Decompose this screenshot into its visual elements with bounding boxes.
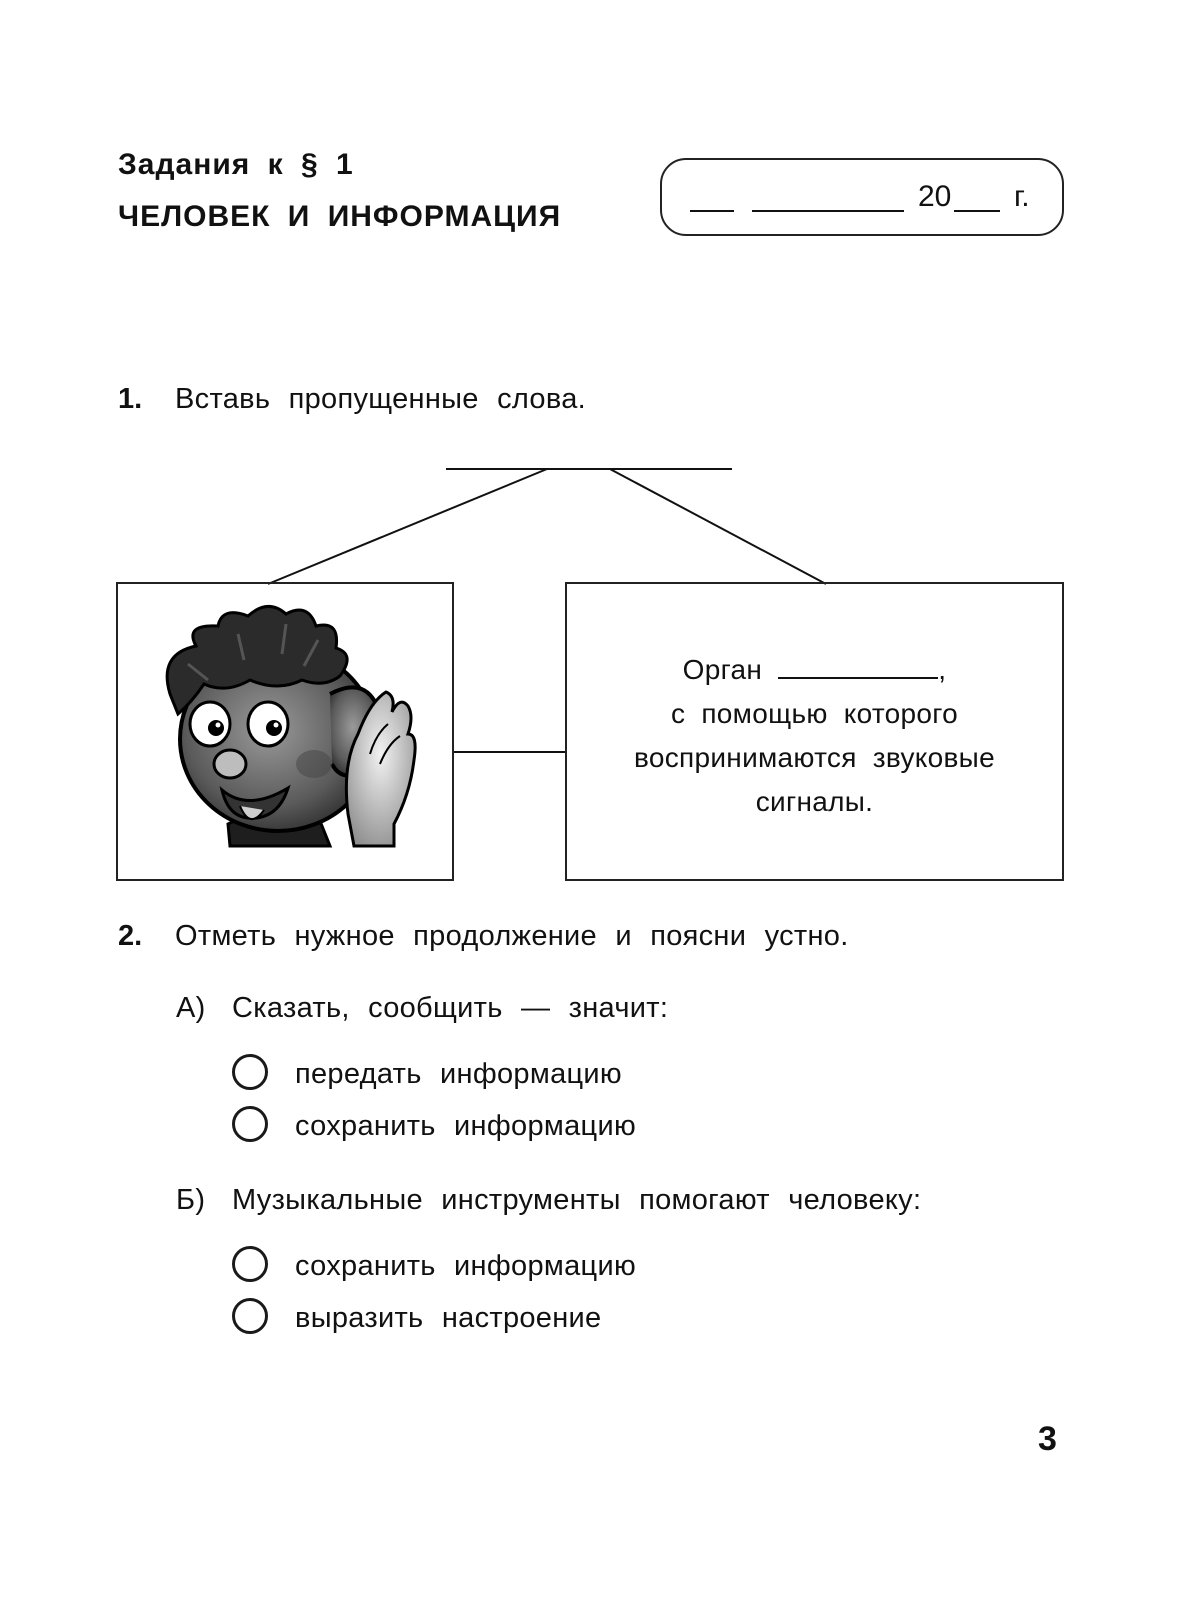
page-number: 3 bbox=[1038, 1420, 1057, 1458]
part-a-option-1-radio[interactable] bbox=[232, 1054, 268, 1090]
part-a-question: Сказать, сообщить — значит: bbox=[232, 992, 669, 1024]
part-b-option-1-radio[interactable] bbox=[232, 1246, 268, 1282]
organ-answer-blank[interactable] bbox=[778, 653, 938, 679]
part-b-letter: Б) bbox=[176, 1184, 206, 1216]
part-b-option-2-label: выразить настроение bbox=[295, 1302, 602, 1334]
organ-line-4: сигналы. bbox=[755, 786, 874, 817]
task1-number: 1. bbox=[118, 383, 143, 415]
part-b-option-2-radio[interactable] bbox=[232, 1298, 268, 1334]
part-a-option-2-label: сохранить информацию bbox=[295, 1110, 637, 1142]
organ-line-1 bbox=[567, 648, 1062, 692]
part-a-option-2-radio[interactable] bbox=[232, 1106, 268, 1142]
task1-instruction: Вставь пропущенные слова. bbox=[175, 383, 587, 415]
date-year-prefix: 20 bbox=[918, 180, 952, 213]
part-b-option-1-label: сохранить информацию bbox=[295, 1250, 637, 1282]
organ-line-2: с помощью которого bbox=[670, 698, 959, 729]
section-subtitle: Задания к § 1 bbox=[118, 148, 354, 181]
organ-line-3: воспринимаются звуковые bbox=[634, 742, 995, 773]
illustration-box bbox=[116, 582, 454, 881]
diagram-right-connector bbox=[610, 469, 826, 584]
organ-definition-box bbox=[565, 582, 1064, 881]
section-title: ЧЕЛОВЕК И ИНФОРМАЦИЯ bbox=[118, 200, 562, 233]
part-a-option-1-label: передать информацию bbox=[295, 1058, 622, 1090]
part-a-letter: А) bbox=[176, 992, 206, 1024]
organ-comma: , bbox=[938, 654, 947, 685]
organ-word: Орган bbox=[682, 654, 763, 685]
task2-instruction: Отметь нужное продолжение и поясни устно. bbox=[175, 920, 849, 952]
part-b-question: Музыкальные инструменты помогают человеку: bbox=[232, 1184, 922, 1216]
diagram-left-connector bbox=[268, 469, 547, 584]
task2-number: 2. bbox=[118, 920, 143, 952]
date-year-suffix: г. bbox=[1014, 180, 1030, 213]
boy-listening-illustration-icon bbox=[118, 584, 452, 879]
